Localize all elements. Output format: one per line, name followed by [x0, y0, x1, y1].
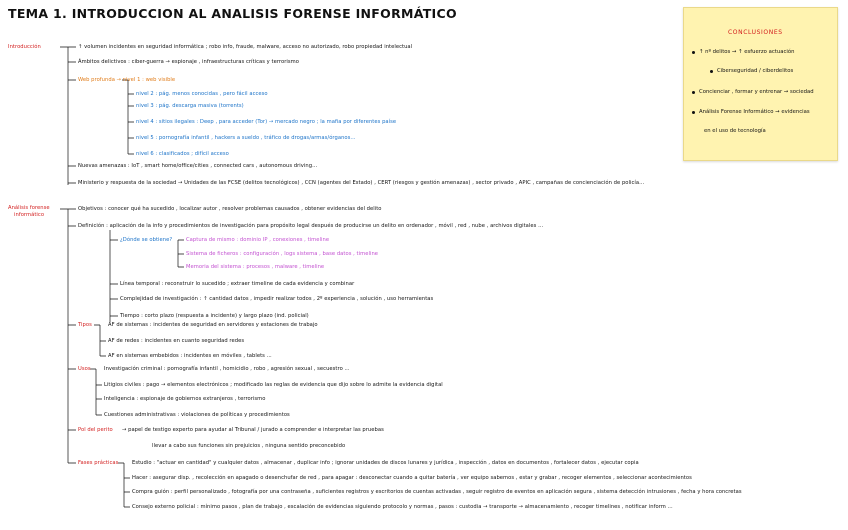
conclusion-item: Análisis Forense Informático → evidencias [699, 109, 810, 115]
conclusion-item: Concienciar , formar y entrenar → sociedad [699, 89, 814, 95]
complejidad: Complejidad de investigación : ↑ cantidad datos , impedir realizar todos , 2º experiencia , solución , uso herramientas [120, 296, 434, 302]
tiempo: Tiempo : corto plazo (respuesta a incidente) y largo plazo (ind. policial) [120, 313, 309, 319]
bullet-icon [692, 91, 695, 94]
perito-item: → papel de testigo experto para ayudar al Tribunal / jurado a comprender e interpretar las pruebas [122, 427, 384, 433]
bullet-icon [710, 70, 713, 73]
adquisicion-item: Captura de mismo : dominio IP , conexiones , timeline [186, 237, 330, 243]
fases-label: Fases prácticas [78, 460, 119, 466]
intro-label: Introducción [8, 44, 41, 50]
conclusion-item: ↑ nº delitos → ↑ esfuerzo actuación [699, 49, 795, 55]
web-level: nivel 3 : pág. descarga masiva (torrents) [136, 103, 244, 109]
perito-label: Pol del perito [78, 427, 113, 433]
perito-item: llevar a cabo sus funciones sin prejuicios , ninguna sentido preconcebido [152, 443, 346, 449]
web-level: nivel 5 : pornografía infantil , hackers a sueldo , tráfico de drogas/armas/órganos... [136, 135, 356, 141]
usos-label: Usos [78, 366, 91, 372]
conclusiones-note [683, 7, 838, 161]
linea-temporal: Línea temporal : reconstruir lo sucedido ; extraer timeline de cada evidencia y combinar [120, 281, 355, 287]
bullet-icon [692, 51, 695, 54]
conclusion-item: Ciberseguridad / ciberdelitos [717, 68, 794, 74]
tipo-item: AF de redes : incidentes en cuanto seguridad redes [108, 338, 245, 344]
uso-item: Inteligencia : espionaje de gobiernos extranjeros , terrorismo [104, 396, 266, 402]
intro-item: Nuevas amenazas : IoT , smart home/office/cities , connected cars , autonomous driving... [78, 163, 318, 169]
adquisicion-item: Sistema de ficheros : configuración , logs sistema , base datos , timeline [186, 251, 379, 257]
tipos-label: Tipos [78, 322, 92, 328]
analisis-label-2: informático [14, 212, 45, 218]
tipo-item: AF en sistemas embebidos : incidentes en móviles , tablets ... [108, 353, 272, 359]
uso-item: Cuestiones administrativas : violaciones de políticas y procedimientos [104, 412, 290, 418]
conclusiones-title: CONCLUSIONES [728, 29, 783, 36]
fase-item: Consejo externo policial : mínimo pasos , plan de trabajo , escalación de evidencias siguiendo protocolo y normas , pasos : custodia → transporte → almacenamiento , recoger timelines , notificar inform ... [132, 504, 673, 510]
uso-item: Investigación criminal : pornografía infantil , homicidio , robo , agresión sexual , secuestro ... [104, 366, 350, 372]
adquisicion-label: ¿Dónde se obtiene? [120, 237, 173, 243]
page-title: TEMA 1. INTRODUCCION AL ANALISIS FORENSE INFORMÁTICO [8, 6, 457, 21]
web-level: nivel 2 : pág. menos conocidas , pero fácil acceso [136, 91, 268, 97]
definicion: Definición : aplicación de la info y procedimientos de investigación para propósito legal después de producirse un delito en ordenador , móvil , red , nube , archivos digitales ... [78, 223, 544, 229]
intro-item: ↑ volumen incidentes en seguridad informática ; robo info, fraude, malware, acceso no autorizado, robo propiedad intelectual [78, 44, 413, 50]
web-level: nivel 6 : clasificados ; difícil acceso [136, 151, 229, 157]
bullet-icon [692, 111, 695, 114]
intro-item-web-profunda: Web profunda → nivel 1 : web visible [78, 77, 176, 83]
fase-item: Estudio : "actuar en cantidad" y cualquier datos , almacenar , duplicar info ; ignorar unidades de discos lunares y jurídica , inspección , datos en documentos , fortalecer datos , ejecutar copia [132, 460, 639, 466]
fase-item: Hacer : asegurar disp. , recolección en apagado o desenchufar de red , para apagar : desconectar cuando a quitar batería , ver equipo sabemos , estar y grabar , recoger elementos , seleccionar acontecimientos [132, 475, 692, 481]
tipo-item: AF de sistemas : incidentes de seguridad en servidores y estaciones de trabajo [108, 322, 318, 328]
intro-item: Ministerio y respuesta de la sociedad → Unidades de las FCSE (delitos tecnológicos) , CCN (agentes del Estado) , CERT (riesgos y gestión amenazas) , sector privado , APIC , campañas de concienciación de policía... [78, 180, 645, 186]
uso-item: Litigios civiles : pago → elementos electrónicos ; modificado las reglas de evidencia que dijo sobre lo admite la evidencia digital [104, 382, 443, 388]
intro-item: Ámbitos delictivos : ciber-guerra → espionaje , infraestructuras críticas y terrorismo [78, 59, 299, 65]
web-level: nivel 4 : sitios ilegales : Deep , para acceder (Tor) → mercado negro ; la mafia por diferentes paíse [136, 119, 397, 125]
analisis-label: Análisis forense [8, 205, 50, 211]
fase-item: Compra guión : perfil personalizado , fotografía por una contraseña , suficientes registros y escritorios de cuentas activadas , seguir registro de eventos en aplicación segura , sistema detección intrusiones , fecha y hora concretas [132, 489, 742, 495]
conclusion-item: en el uso de tecnología [704, 128, 766, 134]
adquisicion-item: Memoria del sistema : procesos , malware , timeline [186, 264, 325, 270]
objetivos: Objetivos : conocer qué ha sucedido , localizar autor , resolver problemas causados , obtener evidencias del delito [78, 206, 382, 212]
